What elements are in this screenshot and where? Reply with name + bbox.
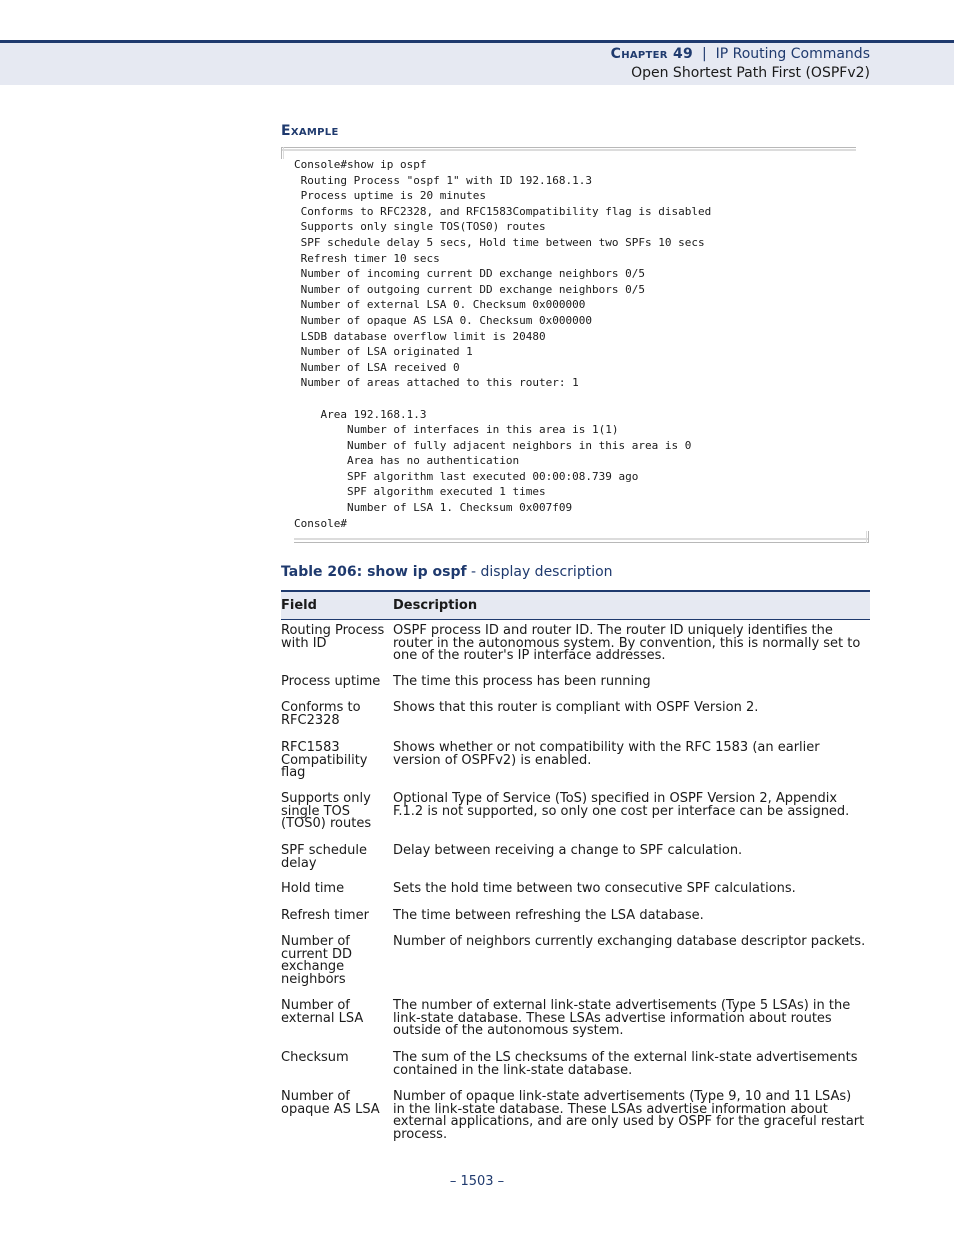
description-cell: The time this process has been running — [393, 674, 651, 689]
field-cell: Supports only single TOS (TOS0) routes — [281, 791, 372, 832]
code-box-bottom-rule — [294, 538, 869, 543]
column-header-description: Description — [393, 598, 478, 613]
field-cell: Routing Process with ID — [281, 623, 385, 651]
description-cell: Shows whether or not compatibility with the RFC 1583 (an earlier version of OSPFv2) is enabled. — [393, 740, 820, 768]
field-cell: Process uptime — [281, 674, 381, 689]
description-cell: Number of opaque link-state advertisements (Type 9, 10 and 11 LSAs) in the link-state database. These LSAs advertise information about external applications, and are only used by OSPF for the graceful restart process. — [393, 1089, 865, 1143]
example-heading: Example — [281, 123, 339, 139]
description-cell: Sets the hold time between two consecutive SPF calculations. — [393, 881, 796, 896]
description-cell: The time between refreshing the LSA database. — [393, 908, 704, 923]
field-cell: Number of external LSA — [281, 998, 364, 1026]
header-separator: | — [701, 46, 707, 62]
description-cell: The number of external link-state advertisements (Type 5 LSAs) in the link-state database. These LSAs advertise information about routes outside of the autonomous system. — [393, 998, 851, 1039]
chapter-title: IP Routing Commands — [715, 46, 870, 62]
table-caption-subtitle: - display description — [466, 564, 613, 580]
field-cell: Checksum — [281, 1050, 349, 1065]
table-caption-title: Table 206: show ip ospf — [281, 564, 467, 580]
description-cell: Number of neighbors currently exchanging database descriptor packets. — [393, 934, 866, 949]
field-cell: RFC1583 Compatibility flag — [281, 740, 368, 781]
field-cell: Number of current DD exchange neighbors — [281, 934, 353, 988]
table-caption — [281, 564, 613, 580]
running-header-chapter — [611, 46, 870, 62]
column-header-field: Field — [281, 598, 317, 613]
section-title: Open Shortest Path First (OSPFv2) — [631, 65, 870, 81]
chapter-label: Chapter 49 — [610, 46, 694, 62]
field-cell: Conforms to RFC2328 — [281, 700, 361, 728]
console-output: Console#show ip ospf Routing Process "ospf 1" with ID 192.168.1.3 Process uptime is 20 minutes Conforms to RFC2328, and RFC1583Compatibility flag is disabled Supports only single TOS(TOS0) routes SPF schedule delay 5 secs, Hold time between two SPFs 10 secs Refresh timer 10 secs Number of incoming current DD exchange neighbors 0/5 Number of outgoing current DD exchange neighbors 0/5 Number of external LSA 0. Checksum 0x000000 Number of opaque AS LSA 0. Checksum 0x000000 LSDB database overflow limit is 20480 Number of LSA originated 1 Number of LSA received 0 Number of areas attached to this router: 1 Area 192.168.1.3 Number of interfaces in this area is 1(1) Number of fully adjacent neighbors in this area is 0 Area has no authentication SPF algorithm last executed 00:00:08.739 ago SPF algorithm executed 1 times Number of LSA 1. Checksum 0x007f09 Console# — [294, 158, 712, 530]
field-cell: Refresh timer — [281, 908, 369, 923]
field-cell: SPF schedule delay — [281, 843, 367, 871]
table-header — [281, 590, 870, 620]
code-box-top-corner — [281, 147, 284, 159]
description-cell: Delay between receiving a change to SPF calculation. — [393, 843, 743, 858]
description-cell: OSPF process ID and router ID. The router ID uniquely identifies the router in the autonomous system. By convention, this is normally set to one of the router's IP interface addresses. — [393, 623, 861, 664]
field-cell: Number of opaque AS LSA — [281, 1089, 380, 1117]
description-cell: Optional Type of Service (ToS) specified in OSPF Version 2, Appendix F.1.2 is not supported, so only one cost per interface can be assigned. — [393, 791, 850, 819]
code-example-box — [281, 147, 869, 543]
description-cell: Shows that this router is compliant with OSPF Version 2. — [393, 700, 759, 715]
page-number: – 1503 – — [449, 1174, 505, 1189]
code-box-bottom-corner — [866, 531, 869, 543]
description-cell: The sum of the LS checksums of the external link-state advertisements contained in the link-state database. — [393, 1050, 858, 1078]
code-box-top-rule — [281, 147, 856, 151]
field-cell: Hold time — [281, 881, 345, 896]
